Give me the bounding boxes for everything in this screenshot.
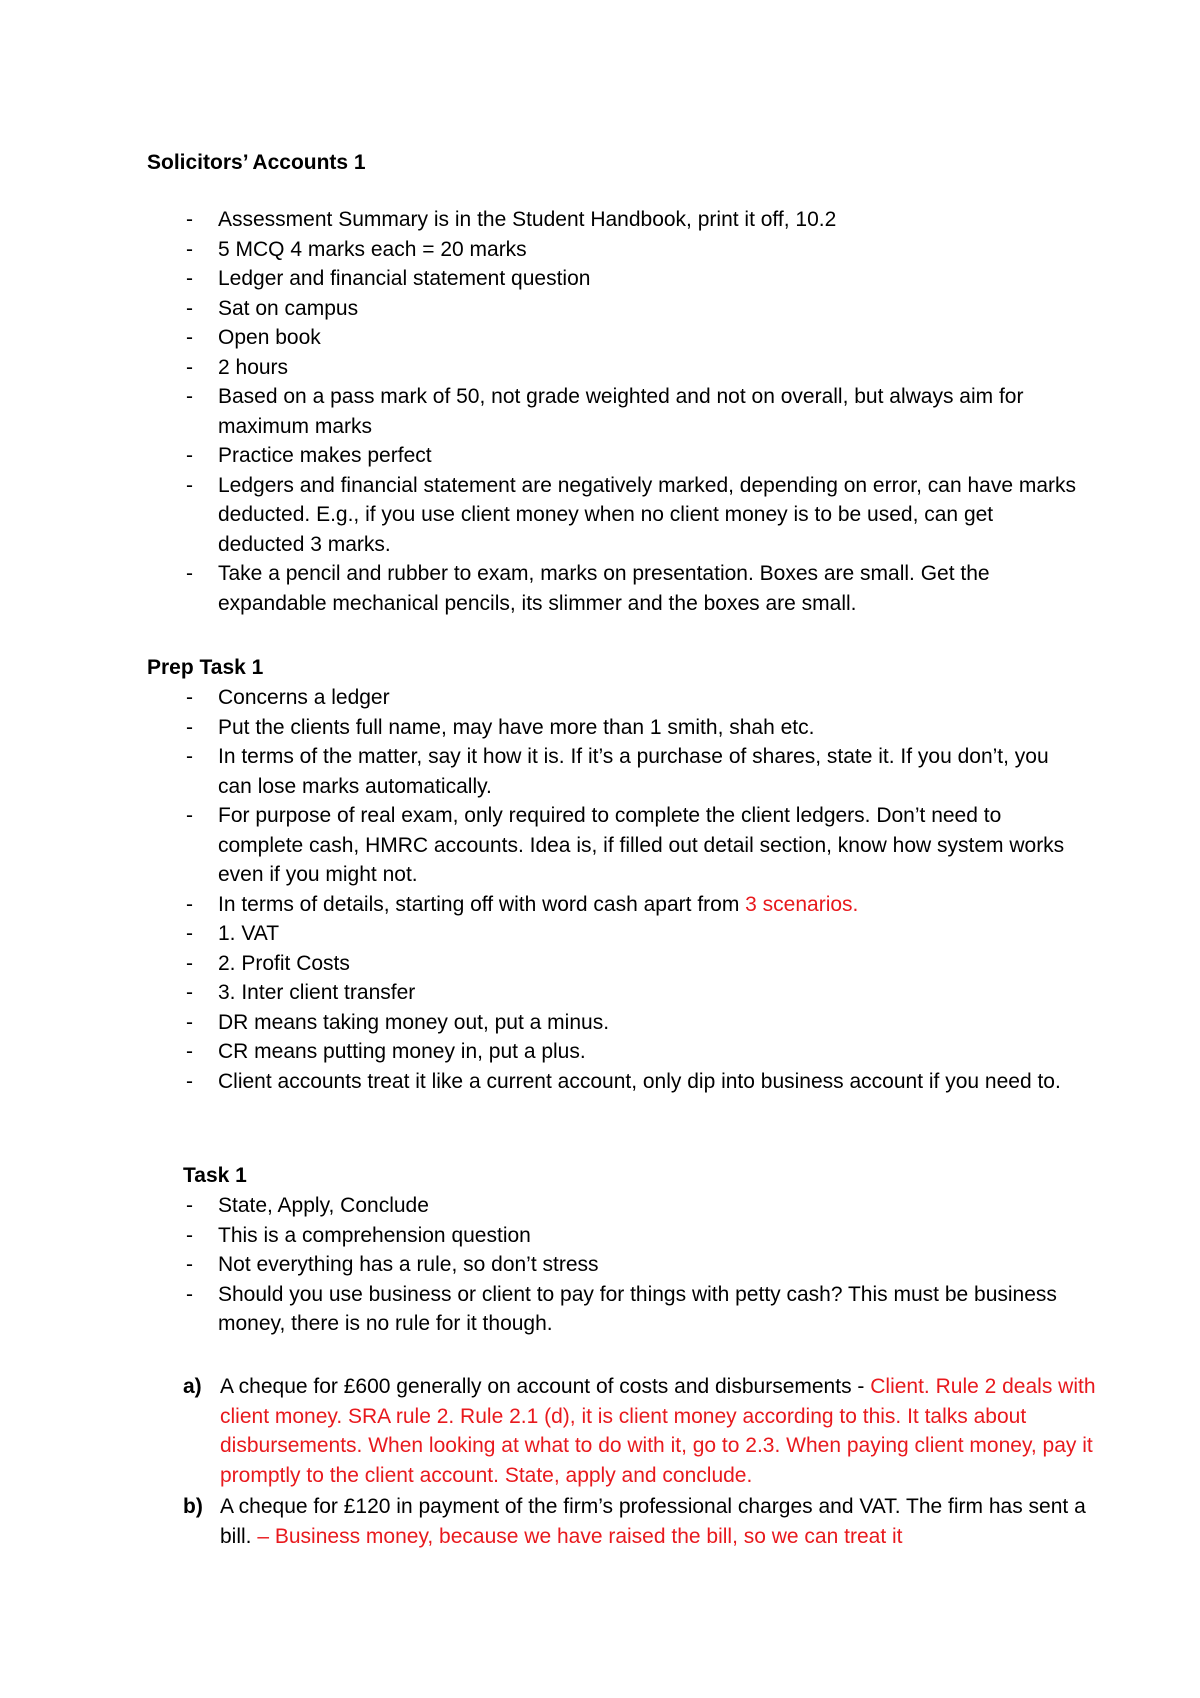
list-item: - Open book xyxy=(146,323,1076,353)
list-item: - Ledgers and financial statement are negatively marked, depending on error, can have marks deducted. E.g., if you use client money when no client money is to be used, can get deducted 3 marks. xyxy=(146,471,1076,560)
question-answer: – Business money, because we have raised the bill, so we can treat it xyxy=(257,1524,903,1548)
question-text: A cheque for £600 generally on account of costs and disbursements - xyxy=(220,1375,871,1398)
list-item: - Based on a pass mark of 50, not grade weighted and not on overall, but always aim for maximum marks xyxy=(146,382,1076,441)
question-text: A cheque for £120 in payment of the firm’s professional charges and VAT. The firm has sent a bill. xyxy=(220,1495,1086,1548)
question-answer: Client. Rule 2 deals with client money. SRA rule 2. Rule 2.1 (d), it is client money according to this. It talks about disbursements. When looking at what to do with it, go to 2.3. When paying client money, pay it promptly to the client account. State, apply and conclude. xyxy=(220,1375,1096,1487)
question-marker: b) xyxy=(183,1495,203,1518)
document-title: Solicitors’ Accounts 1 xyxy=(147,151,366,174)
list-item: - Assessment Summary is in the Student Handbook, print it off, 10.2 xyxy=(146,205,1076,235)
task1-heading: Task 1 xyxy=(183,1164,247,1187)
list-item: - This is a comprehension question xyxy=(146,1221,1076,1251)
question-marker: a) xyxy=(183,1375,202,1398)
list-item: - 2. Profit Costs xyxy=(146,949,1076,979)
list-item: - 2 hours xyxy=(146,353,1076,383)
list-item: - State, Apply, Conclude xyxy=(146,1191,1076,1221)
list-item: - In terms of the matter, say it how it is. If it’s a purchase of shares, state it. If you don’t, you can lose marks automatically. xyxy=(146,742,1076,801)
list-item: - Client accounts treat it like a current account, only dip into business account if you need to. xyxy=(146,1067,1076,1097)
task1-list xyxy=(146,1191,1076,1339)
list-item: - Not everything has a rule, so don’t stress xyxy=(146,1250,1076,1280)
prep-task-heading: Prep Task 1 xyxy=(147,656,264,679)
list-item: - Should you use business or client to pay for things with petty cash? This must be business money, there is no rule for it though. xyxy=(146,1280,1076,1339)
list-item: - 5 MCQ 4 marks each = 20 marks xyxy=(146,235,1076,265)
list-item: - Concerns a ledger xyxy=(146,683,1076,713)
list-item: - CR means putting money in, put a plus. xyxy=(146,1037,1076,1067)
question-item-a xyxy=(183,1372,1103,1490)
list-item: - Sat on campus xyxy=(146,294,1076,324)
list-item: - Practice makes perfect xyxy=(146,441,1076,471)
prep-task-list xyxy=(146,683,1076,1096)
list-item: - DR means taking money out, put a minus. xyxy=(146,1008,1076,1038)
scenarios-highlight: 3 scenarios. xyxy=(745,892,859,916)
list-item: - 1. VAT xyxy=(146,919,1076,949)
task1-questions xyxy=(183,1372,1103,1553)
assessment-summary-list xyxy=(146,205,1076,618)
list-item: - 3. Inter client transfer xyxy=(146,978,1076,1008)
list-item: - Take a pencil and rubber to exam, marks on presentation. Boxes are small. Get the expandable mechanical pencils, its slimmer and the boxes are small. xyxy=(146,559,1076,618)
details-text: In terms of details, starting off with word cash apart from xyxy=(218,892,746,916)
list-item: - Put the clients full name, may have more than 1 smith, shah etc. xyxy=(146,713,1076,743)
list-item-details xyxy=(146,890,1076,920)
list-item: - Ledger and financial statement question xyxy=(146,264,1076,294)
list-item: - For purpose of real exam, only required to complete the client ledgers. Don’t need to complete cash, HMRC accounts. Idea is, if filled out detail section, know how system works even if you might not. xyxy=(146,801,1076,890)
question-item-b xyxy=(183,1492,1103,1551)
